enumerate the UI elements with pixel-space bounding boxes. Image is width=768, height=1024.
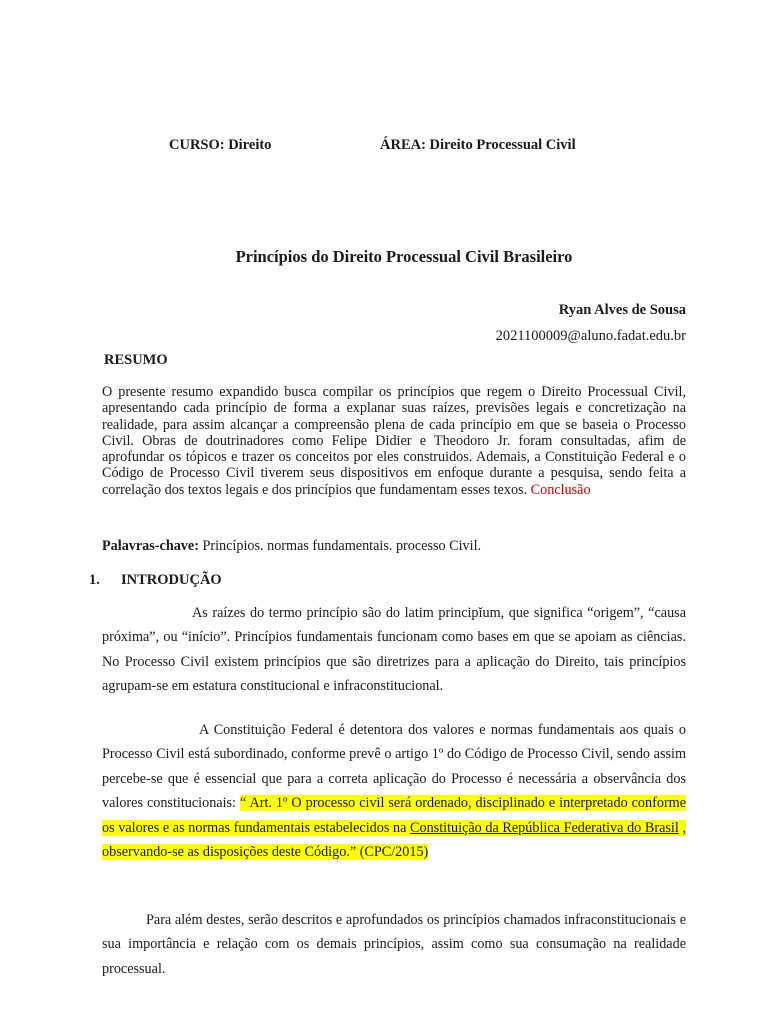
intro-paragraph-3-text: Para além destes, serão descritos e aprofundados os princípios chamados infraconstitucionais e sua importância e relação com os demais princípios, assim como sua consumação na realidade processual. — [102, 912, 686, 977]
abstract-body: O presente resumo expandido busca compilar os princípios que regem o Direito Processual Civil, apresentando cada princípio de forma a explanar suas raízes, previsões legais e concretização na realidade, para assim alcançar a compreensão plena de cada princípio em que se baseia o Processo Civil. Obras de doutrinadores como Felipe Didier e Theodoro Jr. foram consultadas, afim de aprofundar os tópicos e trazer os conceitos por eles construidos. Ademais, a Constituição Federal e o Código de Processo Civil tiverem seus dispositivos em enfoque durante a pesquisa, sendo feita a correlação dos textos legais e dos princípios que fundamentam esses texos. — [102, 384, 686, 498]
intro-paragraph-3 — [102, 908, 686, 981]
quote-link[interactable]: Constituição da República Federativa do Brasil — [410, 819, 679, 836]
intro-paragraph-1-text: As raízes do termo princípio são do latim principĭum, que significa “origem”, “causa próxima”, ou “início”. Princípios fundamentais funcionam como bases em que se apoiam as ciências. No Processo Civil existem princípios que são diretrizes para a aplicação do Direito, tais princípios agrupam-se em estatura constitucional e infraconstitucional. — [102, 605, 686, 695]
intro-paragraph-2-text: A Constituição Federal é detentora dos valores e normas fundamentais aos quais o Processo Civil está subordinado, conforme prevê o artigo 1º do Código de Processo Civil, sendo assim percebe-se que é essencial que para a correta aplicação do Processo é necessária a observância dos valores constitucionais: — [102, 722, 686, 812]
section-title: INTRODUÇÃO — [121, 572, 222, 588]
abstract-text — [102, 384, 686, 498]
section-heading — [89, 572, 222, 589]
keywords-label: Palavras-chave: — [102, 538, 199, 554]
author-name: Ryan Alves de Sousa — [558, 302, 686, 318]
abstract-heading: RESUMO — [104, 352, 168, 368]
area-label: ÁREA: Direito Processual Civil — [380, 137, 576, 153]
page-title: Princípios do Direito Processual Civil Brasileiro — [235, 247, 573, 266]
keywords-text: Princípios. normas fundamentais. processo Civil. — [202, 538, 482, 554]
quote-part-a: “ Art. 1º O processo civil será ordenado, disciplinado e interpretado conforme os valores e as normas fundamentais estabelecidos na — [102, 795, 686, 836]
course-label: CURSO: Direito — [169, 137, 272, 153]
intro-paragraph-1 — [102, 601, 686, 699]
keywords — [102, 538, 481, 555]
quote-part-b: , observando-se as disposições deste Código.” (CPC/2015) — [102, 819, 686, 861]
author-email: 2021100009@aluno.fadat.edu.br — [495, 328, 686, 344]
abstract-red-word: Conclusão — [530, 481, 591, 498]
intro-paragraph-2 — [102, 718, 686, 864]
section-number: 1. — [89, 572, 100, 588]
